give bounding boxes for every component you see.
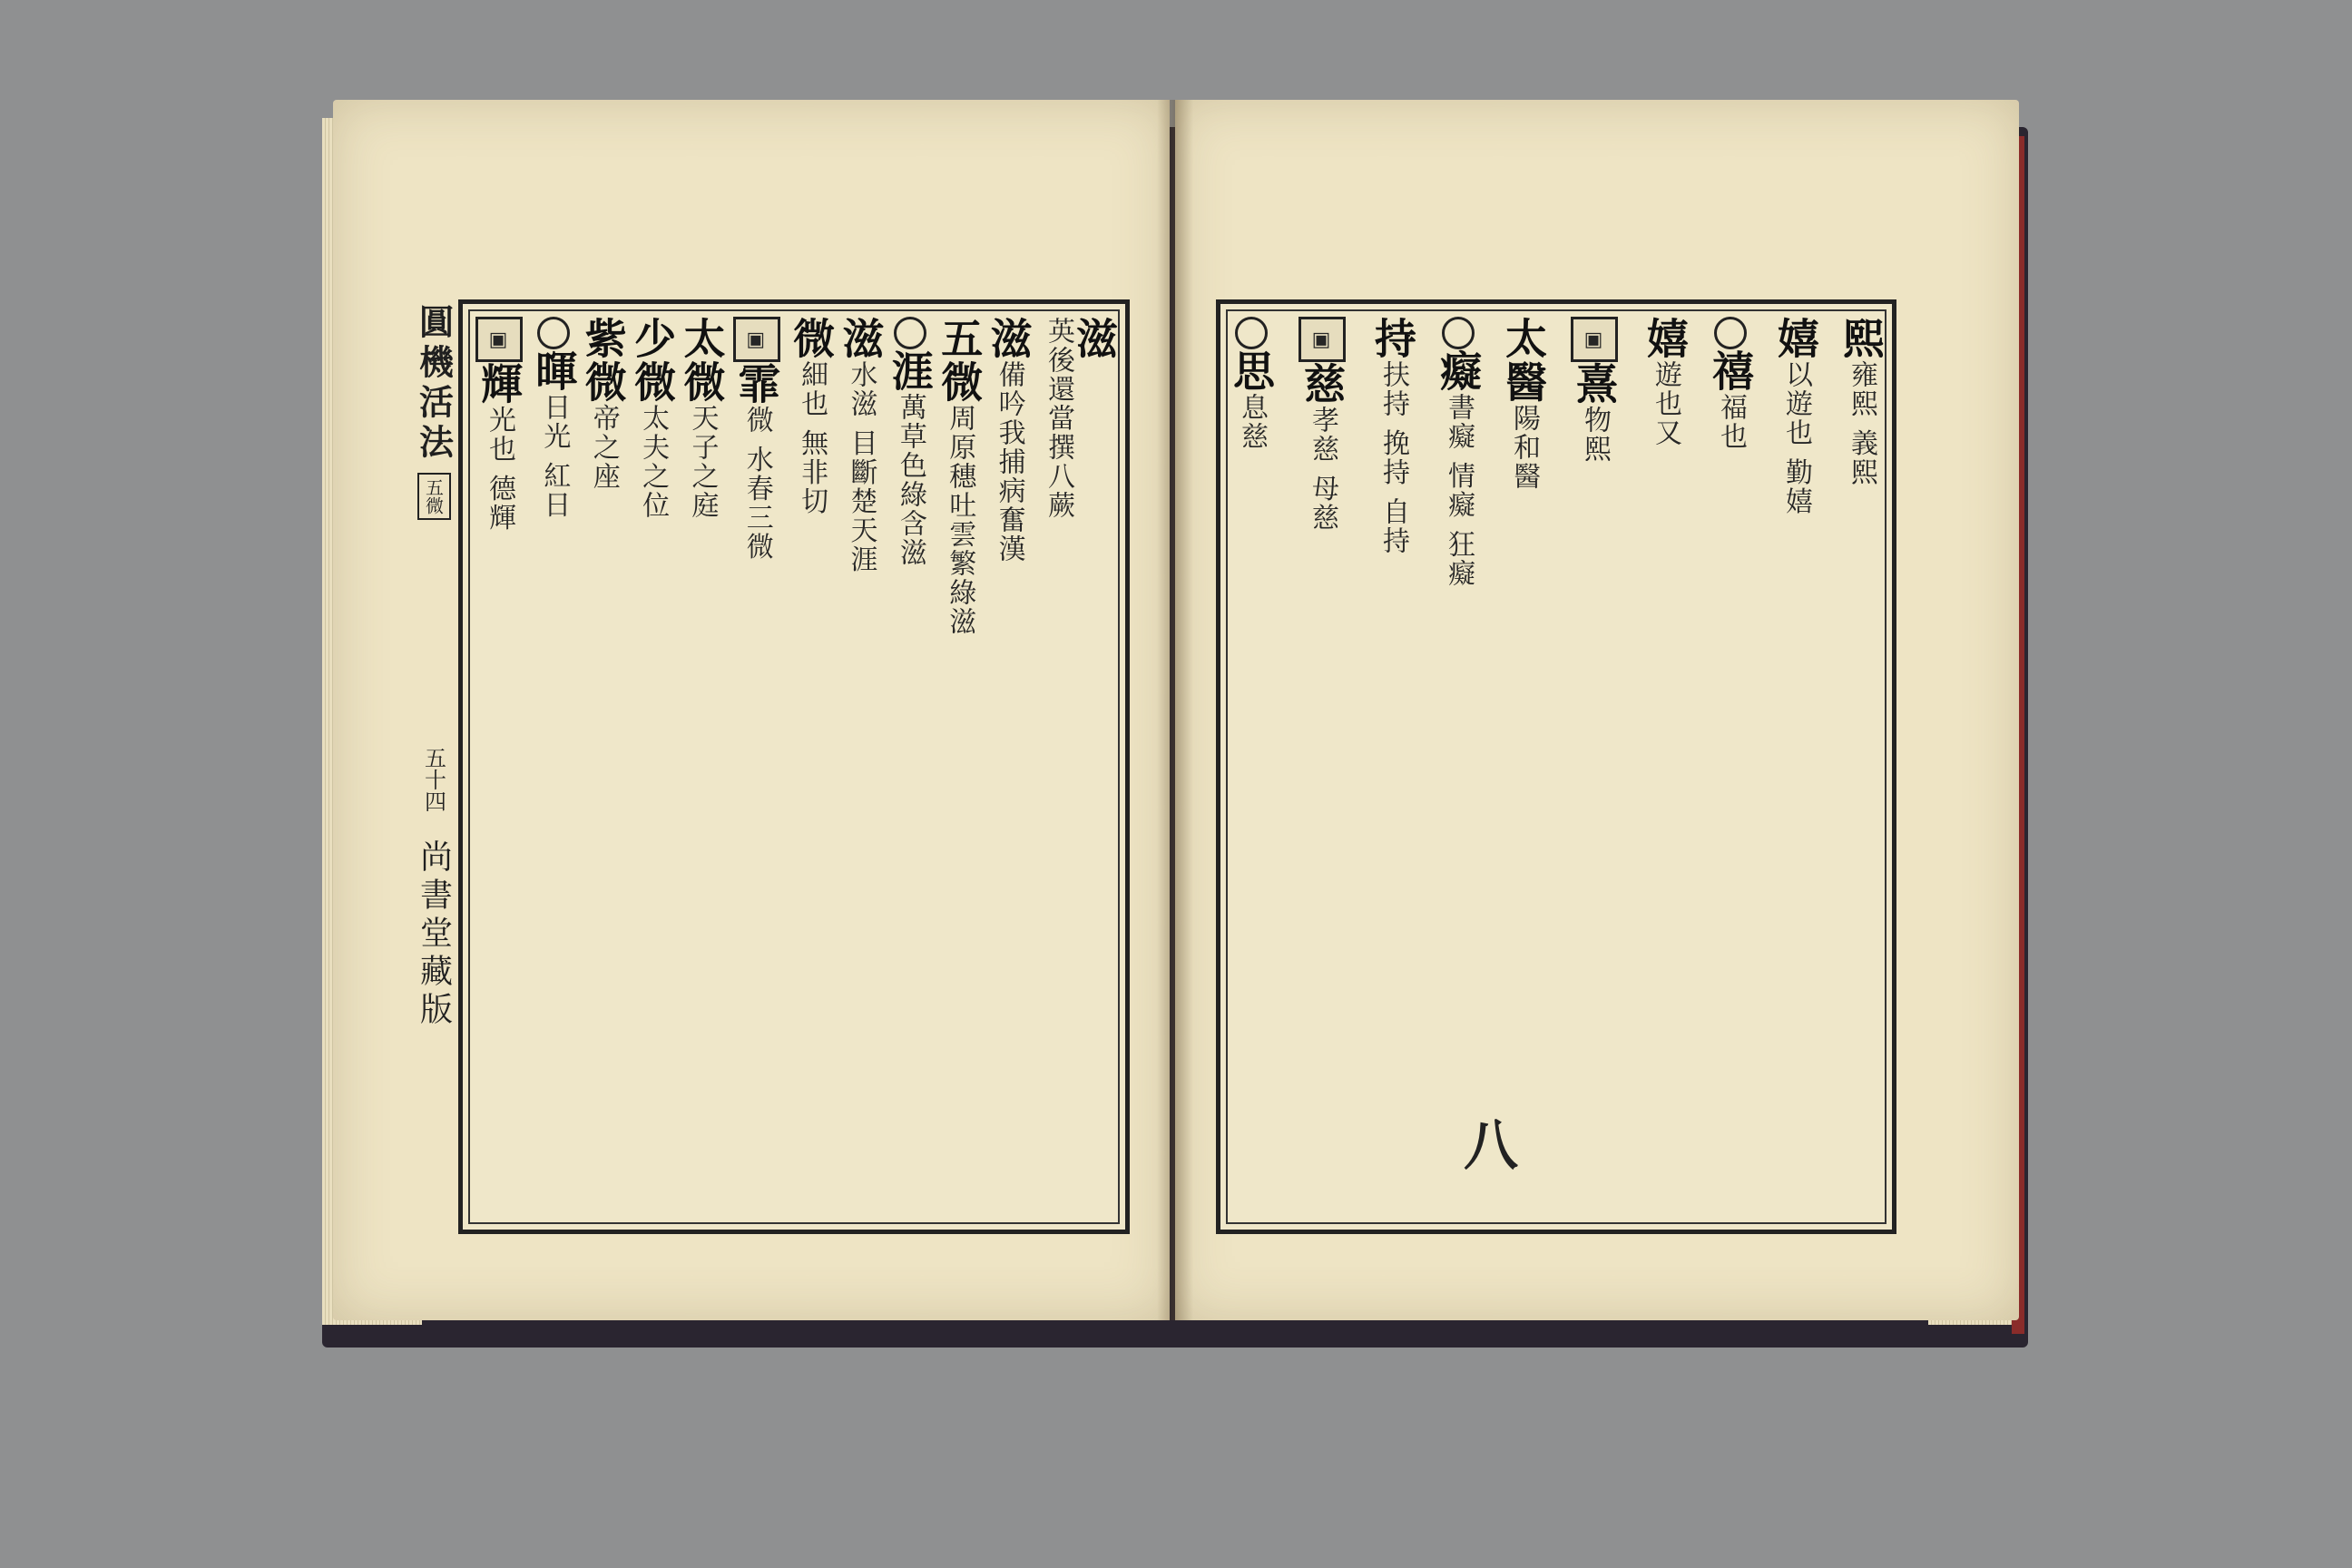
text-column: ▣輝光也 德輝 [475, 317, 523, 1217]
stamp-icon: ▣ [1571, 317, 1618, 362]
text-column: ▣熹物熙 [1571, 317, 1618, 1217]
open-book [322, 100, 2028, 1348]
publisher-label: 尚書堂藏版 [415, 839, 453, 1030]
circle-mark-icon [537, 317, 570, 349]
page-number: 五十四 [420, 747, 446, 812]
text-column: 少微太夫之位 [628, 317, 678, 520]
left-margin-strip [413, 304, 455, 1220]
text-column: 嬉遊也又 [1641, 317, 1690, 447]
text-column: 微細也 無非切 [787, 317, 837, 516]
text-column: 紫微帝之座 [578, 317, 628, 491]
circle-mark-icon [1235, 317, 1268, 349]
text-column: 滋水滋 目斷楚天涯 [836, 317, 886, 574]
text-column: 禧福也 [1712, 317, 1749, 1217]
text-column: 持扶持 挽持 自持 [1368, 317, 1417, 556]
text-column: 暉日光 紅日 [535, 317, 572, 1217]
left-columns [475, 317, 1119, 1217]
text-column: ▣慈孝慈 母慈 [1298, 317, 1346, 1217]
text-column: 癡書癡 情癡 狂癡 [1440, 317, 1476, 1217]
stamp-icon: ▣ [1298, 317, 1346, 362]
stamp-icon: ▣ [733, 317, 780, 362]
right-text-block [1216, 299, 1896, 1234]
text-column: 太微天子之庭 [677, 317, 727, 520]
stamp-icon: ▣ [475, 317, 523, 362]
text-column: 滋 英後還當撰八蕨 [1042, 317, 1119, 520]
circle-mark-icon [894, 317, 926, 349]
right-page-mark: 八 [1455, 1116, 1518, 1171]
text-column: 滋備吟我捕病奮漢 [984, 317, 1034, 564]
text-column: 五微周原穗吐雲繁綠滋 [935, 317, 985, 636]
circle-mark-icon [1714, 317, 1747, 349]
left-text-block [458, 299, 1130, 1234]
text-column: ▣霏微 水春三微 [733, 317, 780, 1217]
book-gutter [1157, 100, 1193, 1320]
text-column: 思息慈 [1233, 317, 1269, 1217]
text-column: 熙雍熙 義熙 [1837, 317, 1886, 487]
book-title: 圓機活法 [413, 304, 455, 464]
right-columns [1227, 317, 1886, 1217]
circle-mark-icon [1442, 317, 1475, 349]
text-column: 太醫陽和醫 [1499, 317, 1548, 491]
text-column: 嬉以遊也 勤嬉 [1771, 317, 1820, 516]
section-label: 五微 [417, 473, 451, 520]
text-column: 涯萬草色綠含滋 [892, 317, 928, 1217]
